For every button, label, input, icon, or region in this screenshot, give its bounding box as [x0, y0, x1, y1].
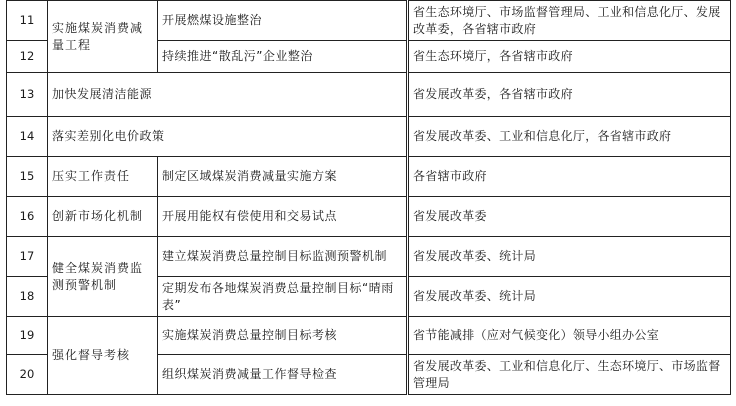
task-cell: 加快发展清洁能源	[48, 73, 408, 117]
table-row	[7, 1, 731, 41]
responsible-cell: 省发展改革委、工业和信息化厅，各省辖市政府	[408, 117, 731, 157]
table-row	[7, 117, 731, 157]
task-cell: 建立煤炭消费总量控制目标监测预警机制	[158, 237, 408, 277]
task-responsibility-table	[6, 0, 731, 395]
responsible-cell: 省发展改革委	[408, 197, 731, 237]
task-cell: 组织煤炭消费减量工作督导检查	[158, 355, 408, 395]
row-number: 11	[7, 1, 48, 41]
responsible-cell: 省发展改革委，各省辖市政府	[408, 73, 731, 117]
row-number: 15	[7, 157, 48, 197]
responsible-cell: 省发展改革委、统计局	[408, 237, 731, 277]
responsible-cell: 省节能减排（应对气候变化）领导小组办公室	[408, 317, 731, 355]
task-cell: 持续推进“散乱污”企业整治	[158, 41, 408, 73]
task-cell: 开展燃煤设施整治	[158, 1, 408, 41]
task-cell: 制定区域煤炭消费减量实施方案	[158, 157, 408, 197]
row-number: 12	[7, 41, 48, 73]
task-cell: 落实差别化电价政策	[48, 117, 408, 157]
category-cell: 实施煤炭消费减量工程	[48, 1, 158, 73]
row-number: 16	[7, 197, 48, 237]
row-number: 19	[7, 317, 48, 355]
task-cell: 定期发布各地煤炭消费总量控制目标“晴雨表”	[158, 277, 408, 317]
responsible-cell: 省生态环境厅，各省辖市政府	[408, 41, 731, 73]
row-number: 17	[7, 237, 48, 277]
category-cell: 创新市场化机制	[48, 197, 158, 237]
task-cell: 开展用能权有偿使用和交易试点	[158, 197, 408, 237]
category-cell: 强化督导考核	[48, 317, 158, 395]
table-row	[7, 73, 731, 117]
responsible-cell: 省生态环境厅、市场监督管理局、工业和信息化厅、发展改革委，各省辖市政府	[408, 1, 731, 41]
table-row	[7, 157, 731, 197]
row-number: 18	[7, 277, 48, 317]
task-cell: 实施煤炭消费总量控制目标考核	[158, 317, 408, 355]
responsible-cell: 各省辖市政府	[408, 157, 731, 197]
category-cell: 健全煤炭消费监测预警机制	[48, 237, 158, 317]
table-row	[7, 197, 731, 237]
responsible-cell: 省发展改革委、统计局	[408, 277, 731, 317]
row-number: 20	[7, 355, 48, 395]
row-number: 14	[7, 117, 48, 157]
table-row	[7, 317, 731, 355]
responsible-cell: 省发展改革委、工业和信息化厅、生态环境厅、市场监督管理局	[408, 355, 731, 395]
table-row	[7, 237, 731, 277]
category-cell: 压实工作责任	[48, 157, 158, 197]
row-number: 13	[7, 73, 48, 117]
